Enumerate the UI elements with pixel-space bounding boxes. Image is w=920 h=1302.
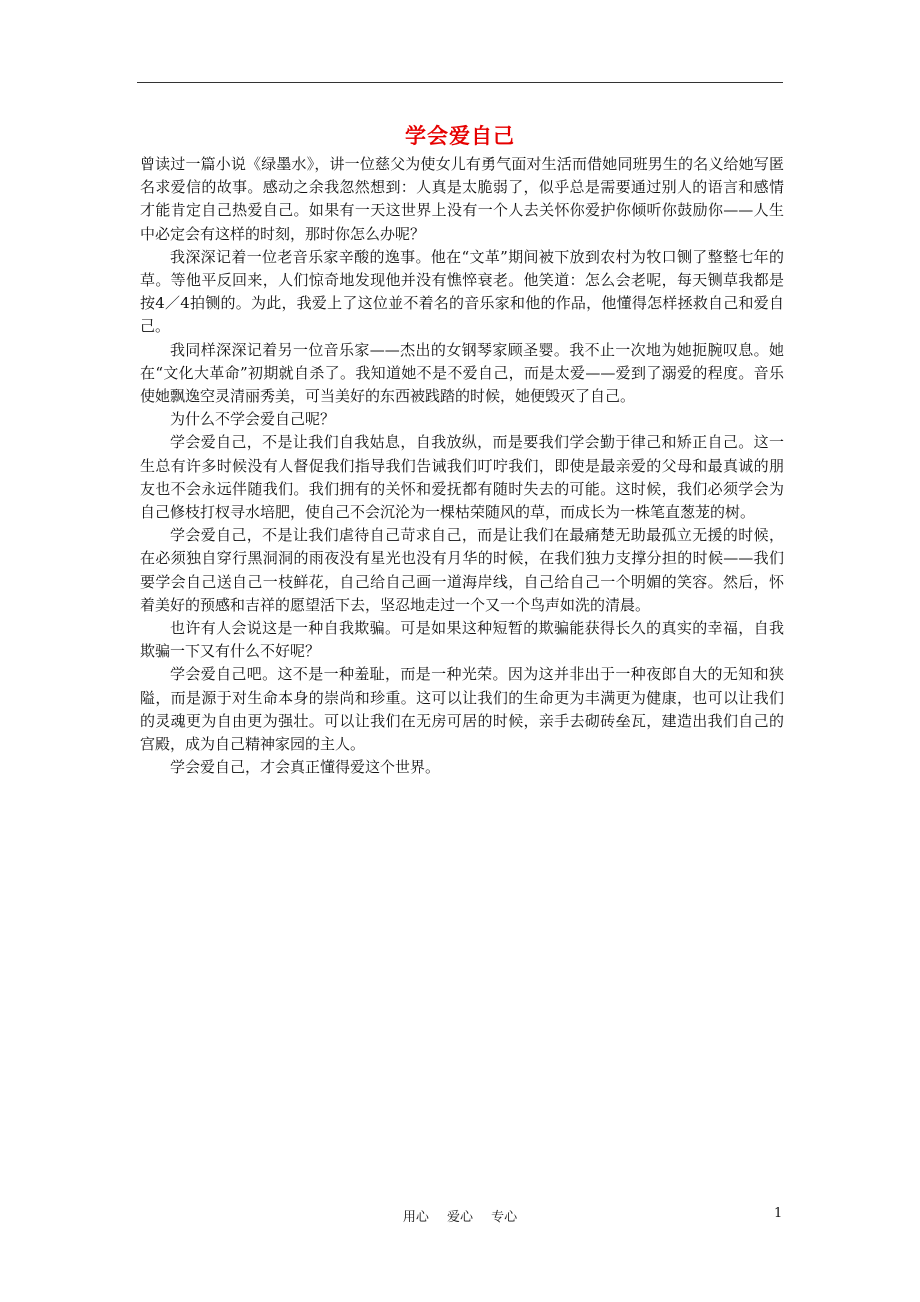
paragraph: 为什么不学会爱自己呢？ (170, 410, 336, 429)
paragraph: 也许有人会说这是一种自我欺骗。可是如果这种短暂的欺骗能获得长久的真实的幸福，自我欺骗一下又有什么不好呢？ (140, 619, 784, 661)
document-title: 学会爱自己 (405, 124, 515, 148)
footer-motto: 用心 爱心 专心 (402, 1210, 518, 1225)
paragraph: 我同样深深记着另一位音乐家——杰出的女钢琴家顾圣婴。我不止一次地为她扼腕叹息。她在“文化大革命”初期就自杀了。我知道她不是不爱自己，而是太爱——爱到了溺爱的程度。音乐使她飘逸空灵清丽秀美，可当美好的东西被践踏的时候，她便毁灭了自己。 (140, 340, 784, 406)
document-body (140, 153, 784, 779)
header-rule (137, 82, 783, 83)
paragraph: 学会爱自己，不是让我们虐待自己苛求自己，而是让我们在最痛楚无助最孤立无援的时候，在必须独自穿行黑洞洞的雨夜没有星光也没有月华的时候，在我们独力支撑分担的时候——我们要学会自己送自己一枝鲜花，自己给自己画一道海岸线，自己给自己一个明媚的笑容。然后，怀着美好的预感和吉祥的愿望活下去，坚忍地走过一个又一个鸟声如洗的清晨。 (140, 526, 784, 614)
paragraph: 学会爱自己吧。这不是一种羞耻，而是一种光荣。因为这并非出于一种夜郎自大的无知和狭隘，而是源于对生命本身的崇尚和珍重。这可以让我们的生命更为丰满更为健康，也可以让我们的灵魂更为自由更为强壮。可以让我们在无房可居的时候，亲手去砌砖垒瓦，建造出我们自己的宫殿，成为自己精神家园的主人。 (140, 665, 784, 754)
paragraph: 学会爱自己，才会真正懂得爱这个世界。 (170, 758, 441, 777)
page-number: 1 (774, 1206, 783, 1221)
paragraph: 曾读过一篇小说《绿墨水》，讲一位慈父为使女儿有勇气面对生活而借她同班男生的名义给她写匿名求爱信的故事。感动之余我忽然想到：人真是太脆弱了，似乎总是需要通过别人的语言和感情才能肯定自己热爱自己。如果有一天这世界上没有一个人去关怀你爱护你倾听你鼓励你——人生中必定会有这样的时刻，那时你怎么办呢？ (140, 155, 784, 243)
paragraph: 学会爱自己，不是让我们自我姑息，自我放纵，而是要我们学会勤于律己和矫正自己。这一生总有许多时候没有人督促我们指导我们告诫我们叮咛我们，即使是最亲爱的父母和最真诚的朋友也不会永远伴随我们。我们拥有的关怀和爱抚都有随时失去的可能。这时候，我们必须学会为自己修枝打杈寻水培肥，使自己不会沉沦为一棵枯荣随风的草，而成长为一株笔直葱茏的树。 (140, 433, 784, 522)
paragraph: 我深深记着一位老音乐家辛酸的逸事。他在“文革”期间被下放到农村为牧口铡了整整七年的草。等他平反回来，人们惊奇地发现他并没有憔悴衰老。他笑道：怎么会老呢，每天铡草我都是按4／4拍铡的。为此，我爱上了这位並不着名的音乐家和他的作品，他懂得怎样拯救自己和爱自己。 (140, 247, 784, 336)
